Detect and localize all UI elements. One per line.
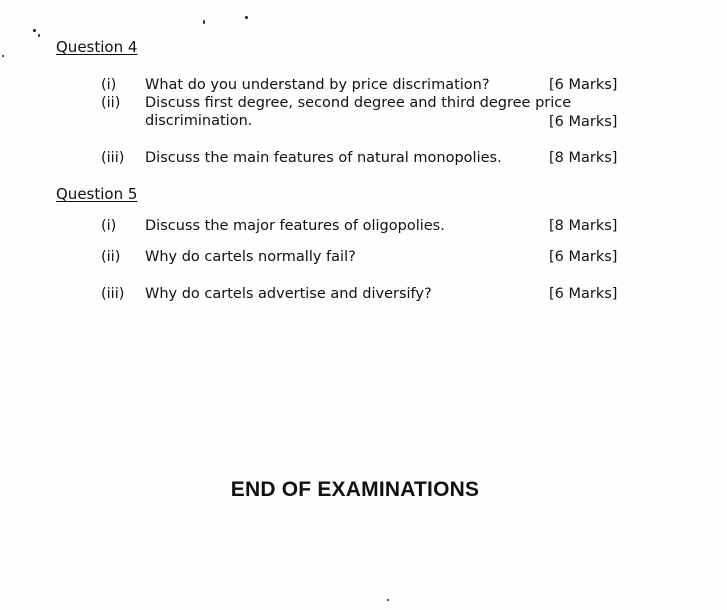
question-4-item-2-marks: [6 Marks] (549, 114, 618, 130)
question-4-item-1-text: What do you understand by price discrimation? (145, 77, 490, 93)
scan-speck (2, 55, 4, 57)
question-4-item-2-number: (ii) (101, 95, 121, 111)
question-5-title: Question 5 (56, 185, 138, 203)
question-4-item-1-number: (i) (101, 77, 117, 93)
scan-speck (387, 599, 389, 601)
question-4-item-2-text: Discuss first degree, second degree and third degree price (145, 95, 572, 111)
question-5-item-3-marks: [6 Marks] (549, 286, 618, 302)
question-4-item-3-text: Discuss the main features of natural monopolies. (145, 150, 502, 166)
question-5-item-3-number: (iii) (101, 286, 125, 302)
scan-speck (33, 29, 36, 32)
question-5-item-3-text: Why do cartels advertise and diversify? (145, 286, 432, 302)
question-5-item-2-number: (ii) (101, 249, 121, 265)
question-5-item-2-marks: [6 Marks] (549, 249, 618, 265)
question-5-item-2-text: Why do cartels normally fail? (145, 249, 356, 265)
question-4-item-3-marks: [8 Marks] (549, 150, 618, 166)
question-5-item-1-marks: [8 Marks] (549, 218, 618, 234)
question-4-item-2-text-continued: discrimination. (145, 113, 253, 129)
scan-speck (38, 34, 40, 37)
question-4-item-3-number: (iii) (101, 150, 125, 166)
question-4-title: Question 4 (56, 38, 138, 56)
question-4-item-1-marks: [6 Marks] (549, 77, 618, 93)
question-5-item-1-number: (i) (101, 218, 117, 234)
end-of-examinations-heading: END OF EXAMINATIONS (230, 478, 480, 501)
scan-speck (245, 16, 248, 19)
question-5-item-1-text: Discuss the major features of oligopolies. (145, 218, 445, 234)
scan-speck (203, 20, 205, 24)
